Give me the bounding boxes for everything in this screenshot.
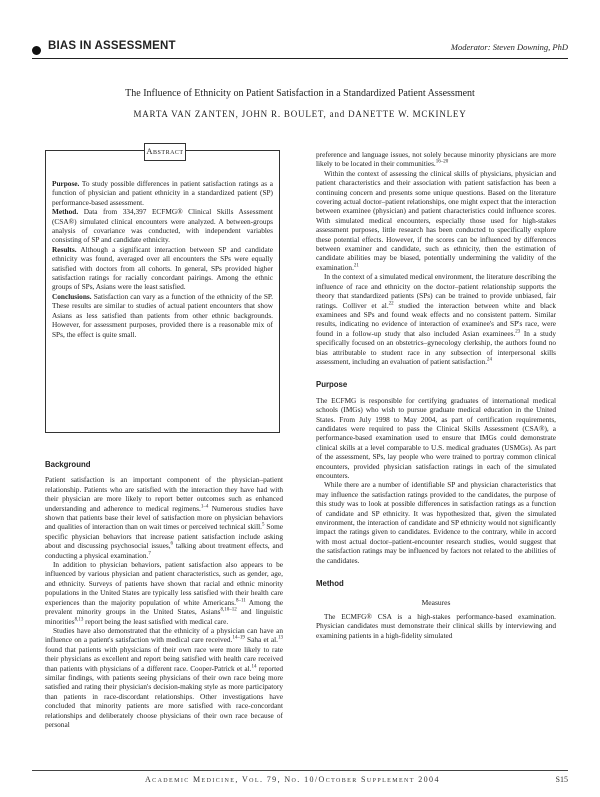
abstract-box	[45, 146, 280, 433]
paragraph: Within the context of assessing the clinical skills of physicians, physician and patient characteristics and their association with patient satisfaction has been a continuing concern and presents some unique questions. Based on the literature covering actual doctor–patient relationships, one might expect that the interaction between examinee (physician) and patient characteristics could influence scores. With simulated medical encounters, especially those used for high-stakes assessment purposes, little research has been conducted to specifically explore these potential effects. However, if the scores can be influenced by differences between examiner and candidate, such as ethnicity, then the estimation of candidate abilities may be biased, potentially undermining the validity of the examination.$^{21}$	[316, 168, 556, 272]
abstract-conclusions: Satisfaction can vary as a function of the ethnicity of the SP. These results are similar to studies of actual patient encounters that show Asians as less satisfied than patients from other ethnic backgrounds. However, for assessment purposes, provided there is a reasonable mix of SPs, the effect is quite small.	[52, 291, 273, 339]
moderator: Moderator: Steven Downing, PhD	[450, 42, 568, 52]
paragraph: preference and language issues, not solely because minority physicians are more likely to be located in their communities.$^{16-20}$	[316, 150, 556, 169]
section-title: BIAS IN ASSESSMENT	[48, 40, 176, 52]
paragraph: While there are a number of identifiable SP and physician characteristics that may influence the satisfaction ratings provided to the candidates, the purpose of this study was to look at possible differences in satisfaction ratings as a function of candidate and SP ethnicity. It was hypothesized that, given the simulated environment, the interaction of candidate and SP ethnicity would not significantly impact the ratings given to candidates. Evidence to the contrary, while in accord with most actual doctor–patient-encounter research studies, would suggest that the satisfaction ratings may be influenced by factors not related to the abilities of the candidates.	[316, 480, 556, 565]
left-column	[45, 460, 283, 729]
purpose-label: Purpose.	[52, 179, 80, 188]
paragraph: Patient satisfaction is an important component of the physician–patient relationship. Patients who are satisfied with the interaction they have had with their physician are more likely to report better outcomes such as enhanced understanding and adherence to medical regimens.$^{1-4}$ Numerous studies have shown that patients base their level of satisfaction more on physician behaviors and qualities of interaction than on wait times or perceived technical skill.$^5$ Some specific physician behaviors that increase patient satisfaction include asking about and discussing psychosocial issues,$^6$ talking about treatment effects, and conducting a physical examination.$^7$	[45, 475, 284, 560]
method-label: Method.	[52, 207, 79, 217]
purpose-heading: Purpose	[316, 380, 348, 390]
footer-rule	[32, 770, 568, 771]
abstract-heading: Abstract	[144, 143, 186, 161]
paragraph: In addition to physician behaviors, patient satisfaction also appears to be influenced by various physician and patient characteristics, such as gender, age, and ethnicity. Surveys of patients have shown that racial and ethnic minority populations in the United States are typically less satisfied with their health care experiences than the majority population of white Americans.$^{8-11}$ Among the prevalent minority groups in the United States, Asians$^{8,10-12}$ and linguistic minorities$^{8,13}$ report being the least satisfied with medical care.	[45, 560, 283, 626]
paragraph: In the context of a simulated medical environment, the literature describing the influence of race and ethnicity on the doctor–patient relationship supports the theory that standardized patients (SPs) can be trained to provide unbiased, fair ratings. Colliver et al.$^{22}$ studied the interaction between white and black examinees and SPs and found weak effects and no consistent pattern. Similar results, indicating no evidence of interaction of examinee's and SP's race, were found in a follow-up study that also included Asian examinees.$^{23}$ In a study specifically focused on an obstetrics–gynecology clerkship, the authors found no bias attributable to student race in any subsection of interpersonal skills assessment, including an evaluation of patient satisfaction.$^{24}$	[316, 272, 556, 366]
paragraph: The ECFMG is responsible for certifying graduates of international medical schools (IMGs) who wish to pursue graduate medical education in the United States. From July 1998 to May 2004, as part of certification requirements, candidates were required to pass the Clinical Skills Assessment (CSA®), a performance-based examination used to ensure that IMGs could demonstrate clinical skills at a level comparable to U.S. medical graduates (USMGs). As part of the assessment, SPs, lay people who were trained to portray common clinical encounters, provided physician satisfaction ratings in each of the simulated encounters.	[316, 395, 556, 480]
background-heading: Background	[45, 460, 91, 469]
abstract-results: Although a significant interaction between SP and candidate ethnicity was found, averaged over all encounters the SPs were equally satisfied with doctors from all cohorts. In general, SPs provided higher satisfaction ratings for racially concordant pairings. Among the ethnic groups of SPs, Asians were the least satisfied.	[52, 244, 273, 292]
header-rule	[32, 58, 568, 59]
paragraph: Studies have also demonstrated that the ethnicity of a physician can have an influence on a patient's satisfaction with medical care received.$^{14-19}$ Saha et al.$^{13}$ found that patients with physicians of their own race were more likely to rate their physicians as excellent and report being satisfied with health care received than patients with physicians of a different race. Cooper-Patrick et al.$^{14}$ reported similar findings, with patients seeing physicians of their own race being more satisfied and rating their physician's decision-making style as more participatory than patients in race-discordant relationships. Other investigations have concluded that minority patients are more satisfied with race-concordant relationships and deliberately choose physicians of their own race because of personal	[45, 625, 284, 729]
page-number: S15	[555, 775, 568, 784]
right-column	[316, 150, 556, 640]
conclusions-label: Conclusions.	[52, 291, 92, 301]
measures-heading: Measures	[421, 598, 451, 608]
journal-citation: Academic Medicine, Vol. 79, No. 10/October Supplement 2004	[145, 775, 440, 784]
results-label: Results.	[52, 244, 77, 254]
method-heading: Method	[316, 579, 344, 589]
abstract-body	[52, 179, 273, 339]
article-title: The Influence of Ethnicity on Patient Satisfaction in a Standardized Patient Assessment	[125, 88, 475, 99]
article-authors: MARTA VAN ZANTEN, JOHN R. BOULET, and DANETTE W. MCKINLEY	[133, 109, 467, 119]
paragraph: The ECMFG® CSA is a high-stakes performance-based examination. Physician candidates must demonstrate their clinical skills by interviewing and examining patients in a high-fidelity simulated	[316, 611, 556, 640]
abstract-purpose: To study possible differences in patient satisfaction ratings as a function of physician and patient ethnicity in a standardized patient (SP) performance-based assessment.	[52, 179, 273, 207]
section-bullet-icon	[32, 46, 41, 55]
abstract-method: Data from 334,397 ECFMG® Clinical Skills Assessment (CSA®) simulated clinical encounters were analyzed. A between-groups analysis of covariance was conducted, with independent variables consisting of SP and candidate ethnicity.	[52, 207, 273, 245]
